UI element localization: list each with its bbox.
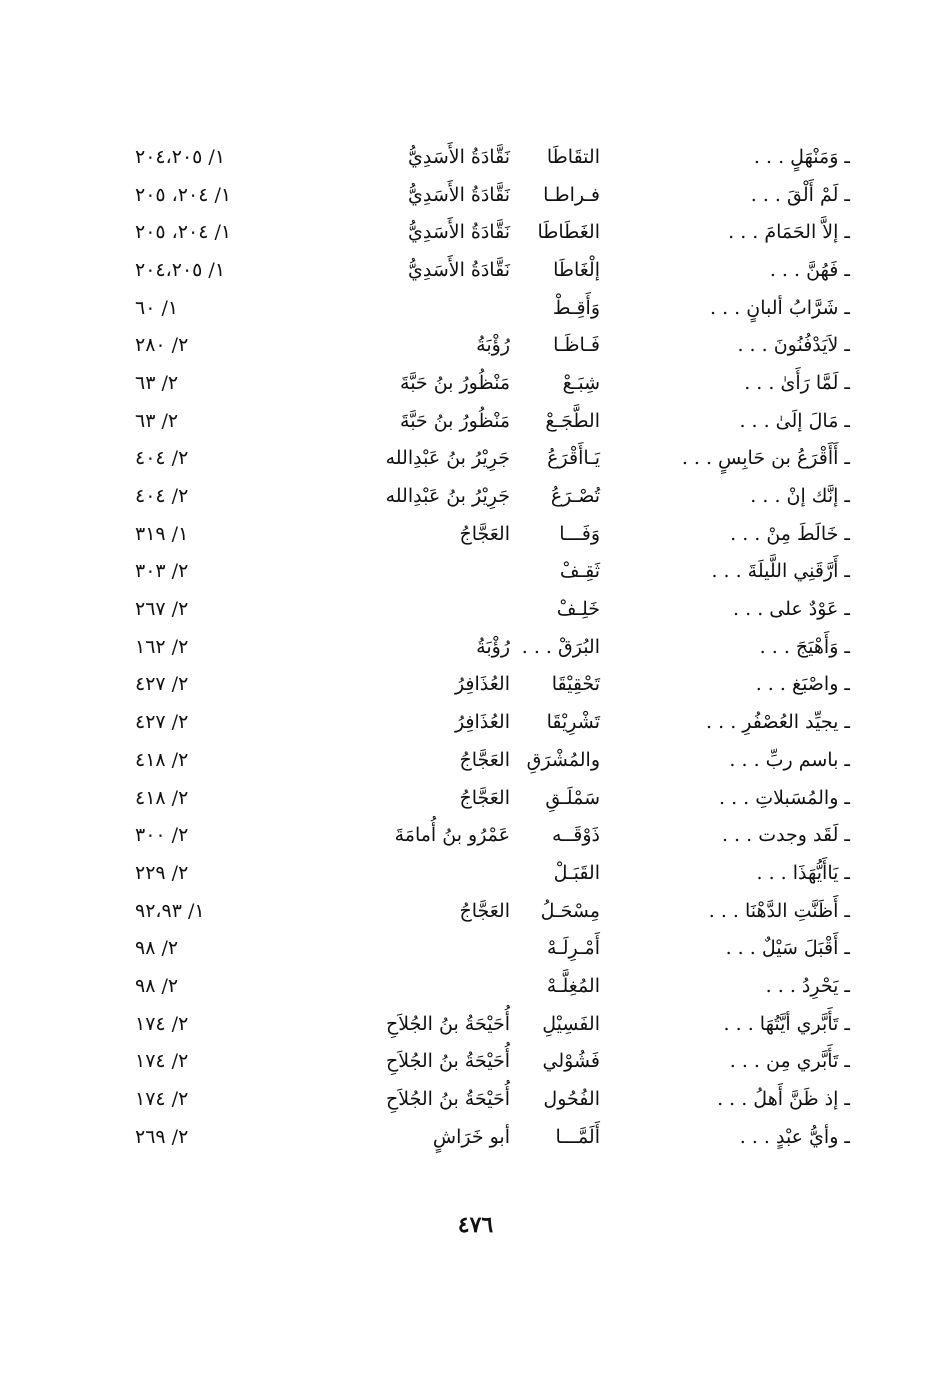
rhyme-word: فـراطـا	[543, 183, 600, 206]
volume-page-ref: ٢/ ٢٦٧	[135, 598, 189, 621]
table-row	[120, 1043, 850, 1081]
poet-name: العَجَّاجُ	[459, 899, 510, 922]
poet-name: رُؤْبَةُ	[476, 334, 510, 357]
rhyme-word: إلْغَاطَا	[553, 258, 600, 281]
verse-opening: ـ خَالَطَ مِنْ . . .	[730, 522, 850, 545]
volume-page-ref: ١/ ٢٠٤،٢٠٥	[135, 258, 226, 281]
verse-opening: ـ لَمَّا رَأَىٰ . . .	[744, 371, 850, 394]
table-row	[120, 289, 850, 327]
verse-index-table	[120, 138, 850, 1156]
volume-page-ref: ٢/ ١٧٤	[135, 1088, 189, 1111]
volume-page-ref: ٢/ ١٧٤	[135, 1012, 189, 1035]
rhyme-word: المُغِلَّـهْ	[546, 974, 600, 997]
poet-name: جَرِيْرُ بنُ عَبْدِالله	[385, 447, 510, 470]
poet-name: رُؤْبَةُ	[476, 635, 510, 658]
verse-opening: ـ والمُسَبلاتِ . . .	[719, 786, 850, 809]
poet-name: أُحَيْحَةُ بنُ الجُلاَحِ	[386, 1050, 510, 1073]
verse-opening: ـ يجيِّد العُصْفُرِ . . .	[706, 711, 850, 734]
table-row	[120, 402, 850, 440]
poet-name: نَقَّادَةُ الأَسَدِيُّ	[407, 221, 510, 244]
volume-page-ref: ٢/ ٢٢٩	[135, 861, 189, 884]
rhyme-word: الطَّجَـعْ	[545, 409, 600, 432]
verse-opening: ـ أَقْبَلَ سَيْلٌ . . .	[725, 937, 850, 960]
table-row	[120, 628, 850, 666]
rhyme-word: وَفَـــا	[559, 522, 600, 545]
rhyme-word: ثَقِـفْ	[559, 560, 600, 583]
table-row	[120, 251, 850, 289]
table-row	[120, 779, 850, 817]
rhyme-word: يَـاأَقْرَعُ	[547, 447, 600, 470]
verse-opening: ـ إلاَّ الحَمَامَ . . .	[728, 221, 850, 244]
rhyme-word: وَأَقِـطْ	[552, 296, 600, 319]
verse-opening: ـ يَاأَيُّهَذَا . . .	[756, 861, 850, 884]
rhyme-word: أَلَمَّـــا	[555, 1125, 600, 1148]
poet-name: نَقَّادَةُ الأَسَدِيُّ	[407, 183, 510, 206]
table-row	[120, 213, 850, 251]
table-row	[120, 929, 850, 967]
rhyme-word: مِسْحَـلُ	[540, 899, 600, 922]
verse-opening: ـ تَأَبَّري أيَّتُهَا . . .	[723, 1012, 850, 1035]
poet-name: أُحَيْحَةُ بنُ الجُلاَحِ	[386, 1012, 510, 1035]
table-row	[120, 816, 850, 854]
rhyme-word: شِبَـعْ	[562, 371, 600, 394]
verse-opening: ـ عَوْدٌ على . . .	[733, 598, 850, 621]
poet-name: العَجَّاجُ	[459, 786, 510, 809]
volume-page-ref: ١/ ٢٠٤،٢٠٥	[135, 145, 226, 168]
verse-opening: ـ يَحْرِدُ . . .	[765, 974, 850, 997]
rhyme-word: الفَسِيْلِ	[542, 1012, 600, 1035]
rhyme-word: فَـاظَـا	[553, 334, 600, 357]
volume-page-ref: ٢/ ٢٦٩	[135, 1125, 189, 1148]
volume-page-ref: ٢/ ٣٠٣	[135, 560, 189, 583]
verse-opening: ـ لاَيَدْفُنُونَ . . .	[737, 334, 850, 357]
table-row	[120, 1080, 850, 1118]
table-row	[120, 1118, 850, 1156]
rhyme-word: سَمْلَـقِ	[545, 786, 600, 809]
table-row	[120, 440, 850, 478]
rhyme-word: القَبَـلْ	[553, 861, 600, 884]
verse-opening: ـ باسم ربِّ . . .	[729, 748, 850, 771]
volume-page-ref: ٢/ ٤٢٧	[135, 673, 189, 696]
table-row	[120, 364, 850, 402]
volume-page-ref: ٢/ ٣٠٠	[135, 824, 189, 847]
table-row	[120, 553, 850, 591]
verse-opening: ـ إنَّك إنْ . . .	[750, 485, 850, 508]
rhyme-word: تَشْرِيْقَا	[546, 711, 600, 734]
table-row	[120, 1005, 850, 1043]
verse-opening: ـ وَأَهْيَجَ . . .	[759, 635, 850, 658]
poet-name: نَقَّادَةُ الأَسَدِيُّ	[407, 258, 510, 281]
poet-name: أُحَيْحَةُ بنُ الجُلاَحِ	[386, 1088, 510, 1111]
volume-page-ref: ٢/ ٤٢٧	[135, 711, 189, 734]
rhyme-word: الغَطَاطَا	[537, 221, 600, 244]
rhyme-word: البُرَقْ . . .	[521, 635, 600, 658]
rhyme-word: والمُشْرَقِ	[526, 748, 600, 771]
volume-page-ref: ١/ ٢٠٤، ٢٠٥	[135, 221, 232, 244]
verse-opening: ـ فَهُنَّ . . .	[769, 258, 850, 281]
verse-opening: ـ أَظَنَّتِ الدَّهْنَا . . .	[708, 899, 850, 922]
verse-opening: ـ شَرَّابُ ألبانٍ . . .	[710, 296, 850, 319]
rhyme-word: تَحْقِيْقَا	[551, 673, 600, 696]
table-row	[120, 967, 850, 1005]
poet-name: العَجَّاجُ	[459, 522, 510, 545]
verse-opening: ـ أَرَّقَنِي اللَّيلَةَ . . .	[711, 560, 850, 583]
volume-page-ref: ٢/ ١٦٢	[135, 635, 189, 658]
rhyme-word: تُصْـرَعُ	[550, 485, 600, 508]
verse-opening: ـ مَالَ إلَىٰ . . .	[739, 409, 850, 432]
volume-page-ref: ٢/ ١٧٤	[135, 1050, 189, 1073]
verse-opening: ـ لَمْ أَلْقَ . . .	[750, 183, 850, 206]
rhyme-word: أَمْـرِلَـهْ	[546, 937, 600, 960]
verse-opening: ـ وأيُّ عبْدٍ . . .	[739, 1125, 850, 1148]
volume-page-ref: ٢/ ٤١٨	[135, 786, 189, 809]
table-row	[120, 515, 850, 553]
table-row	[120, 854, 850, 892]
volume-page-ref: ٢/ ٤٠٤	[135, 485, 189, 508]
volume-page-ref: ٢/ ٤١٨	[135, 748, 189, 771]
rhyme-word: خَلِـفْ	[556, 598, 600, 621]
poet-name: نَقَّادَةُ الأَسَدِيُّ	[407, 145, 510, 168]
rhyme-word: ذَوْقَــه	[551, 824, 600, 847]
table-row	[120, 477, 850, 515]
poet-name: جَرِيْرُ بنُ عَبْدِالله	[385, 485, 510, 508]
table-row	[120, 138, 850, 176]
poet-name: العَجَّاجُ	[459, 748, 510, 771]
volume-page-ref: ٢/ ٦٣	[135, 409, 179, 432]
poet-name: مَنْظُورُ بنُ حَبَّةَ	[400, 371, 510, 394]
poet-name: العُذَافِرُ	[454, 673, 510, 696]
verse-opening: ـ وَمَنْهَلٍ . . .	[753, 145, 850, 168]
table-row	[120, 176, 850, 214]
verse-opening: ـ إذ ظَنَّ أَهلُ . . .	[717, 1088, 850, 1111]
poet-name: مَنْظُورُ بنُ حَبَّةَ	[400, 409, 510, 432]
poet-name: أبو خَرَاشٍ	[432, 1125, 510, 1148]
rhyme-word: فَشُوْلي	[542, 1050, 600, 1073]
verse-opening: ـ أَأَقْرَعُ بن حَابِسٍ . . .	[681, 447, 850, 470]
verse-opening: ـ واصْبَغ . . .	[755, 673, 850, 696]
verse-opening: ـ لَقَد وجدت . . .	[721, 824, 850, 847]
page-number: ٤٧٦	[457, 1212, 494, 1238]
volume-page-ref: ٢/ ٩٨	[135, 974, 179, 997]
rhyme-word: الفُحُول	[543, 1088, 600, 1111]
table-row	[120, 892, 850, 930]
table-row	[120, 326, 850, 364]
volume-page-ref: ١/ ٦٠	[135, 296, 179, 319]
volume-page-ref: ٢/ ٦٣	[135, 371, 179, 394]
rhyme-word: التقَاطَا	[546, 145, 600, 168]
poet-name: عَمْرُو بنُ أُمامَةَ	[394, 824, 510, 847]
volume-page-ref: ٢/ ٤٠٤	[135, 447, 189, 470]
volume-page-ref: ١/ ٣١٩	[135, 522, 189, 545]
table-row	[120, 666, 850, 704]
volume-page-ref: ١/ ٩٢،٩٣	[135, 899, 205, 922]
table-row	[120, 590, 850, 628]
poet-name: العُذَافِرُ	[454, 711, 510, 734]
volume-page-ref: ١/ ٢٠٤، ٢٠٥	[135, 183, 232, 206]
table-row	[120, 741, 850, 779]
table-row	[120, 703, 850, 741]
volume-page-ref: ٢/ ٢٨٠	[135, 334, 189, 357]
verse-opening: ـ تَأَبَّري مِن . . .	[729, 1050, 850, 1073]
volume-page-ref: ٢/ ٩٨	[135, 937, 179, 960]
